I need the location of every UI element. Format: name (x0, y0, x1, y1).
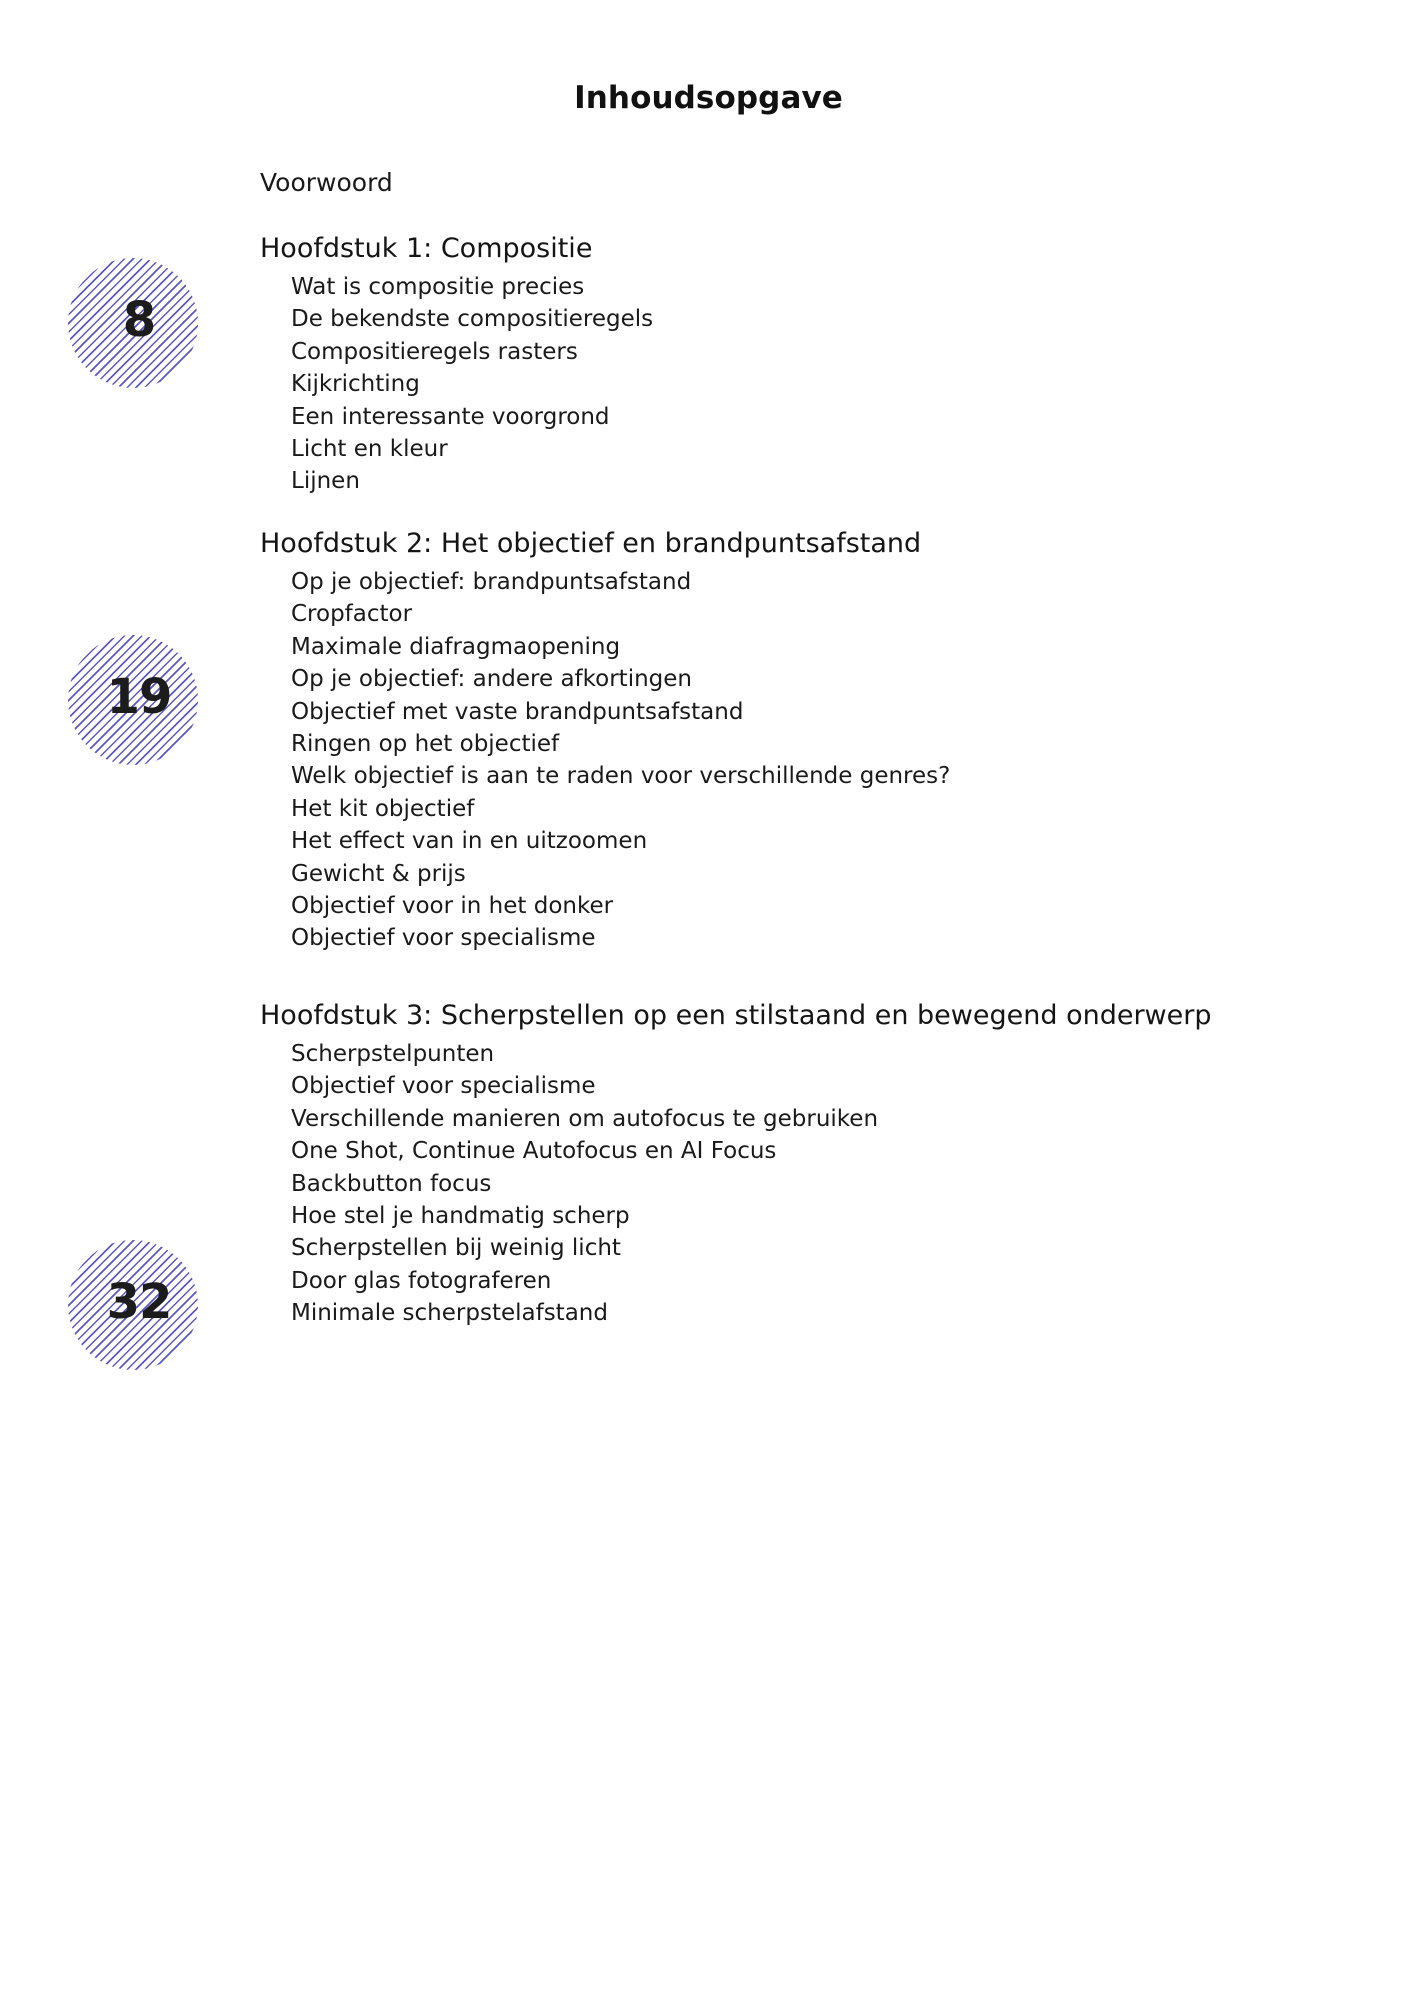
list-item[interactable]: Verschillende manieren om autofocus te gebruiken (291, 1105, 879, 1132)
chapter-item-list-2 (291, 566, 950, 955)
chapter-title-3[interactable]: Hoofdstuk 3: Scherpstellen op een stilstaand en bewegend onderwerp (260, 1000, 1212, 1031)
list-item[interactable]: Het effect van in en uitzoomen (291, 828, 648, 855)
page-title: Inhoudsopgave (574, 80, 843, 116)
toc-entry-voorwoord[interactable]: Voorwoord (260, 168, 393, 197)
page-number-badge-label-2: 19 (106, 669, 172, 725)
list-item[interactable]: Door glas fotograferen (291, 1267, 552, 1294)
list-item[interactable]: Op je objectief: andere afkortingen (291, 666, 692, 693)
list-item[interactable]: Kijkrichting (291, 371, 420, 398)
list-item[interactable]: Minimale scherpstelafstand (291, 1300, 608, 1327)
list-item[interactable]: Ringen op het objectief (291, 731, 560, 758)
page-number-badge-2 (68, 635, 198, 765)
list-item[interactable]: Gewicht & prijs (291, 860, 466, 887)
list-item[interactable]: Scherpstelpunten (291, 1041, 495, 1067)
page-number-badge-1 (68, 258, 198, 388)
page-number-badge-3 (68, 1240, 198, 1370)
list-item[interactable]: Scherpstellen bij weinig licht (291, 1235, 621, 1262)
list-item[interactable]: Licht en kleur (291, 436, 448, 463)
page-number-badge-label-1: 8 (122, 292, 156, 348)
list-item[interactable]: Objectief voor specialisme (291, 925, 596, 952)
list-item[interactable]: Op je objectief: brandpuntsafstand (291, 569, 692, 595)
list-item[interactable]: Objectief voor in het donker (291, 893, 614, 920)
chapter-item-list-1 (291, 271, 653, 498)
list-item[interactable]: Lijnen (291, 468, 360, 495)
list-item[interactable]: Objectief met vaste brandpuntsafstand (291, 698, 744, 725)
chapter-title-1[interactable]: Hoofdstuk 1: Compositie (260, 233, 593, 264)
list-item[interactable]: Welk objectief is aan te raden voor verschillende genres? (291, 763, 951, 790)
list-item[interactable]: Een interessante voorgrond (291, 403, 610, 430)
list-item[interactable]: Objectief voor specialisme (291, 1073, 596, 1100)
list-item[interactable]: Compositieregels rasters (291, 338, 578, 365)
list-item[interactable]: Het kit objectief (291, 795, 475, 822)
list-item[interactable]: Maximale diafragmaopening (291, 633, 621, 660)
chapter-item-list-3 (291, 1038, 878, 1330)
list-item[interactable]: Cropfactor (291, 601, 413, 628)
list-item[interactable]: Hoe stel je handmatig scherp (291, 1203, 630, 1230)
page-number-badge-label-3: 32 (106, 1274, 172, 1330)
list-item[interactable]: De bekendste compositieregels (291, 306, 654, 333)
list-item[interactable]: Wat is compositie precies (291, 274, 585, 300)
chapter-title-2[interactable]: Hoofdstuk 2: Het objectief en brandpuntsafstand (260, 528, 922, 559)
list-item[interactable]: Backbutton focus (291, 1170, 492, 1197)
list-item[interactable]: One Shot, Continue Autofocus en AI Focus (291, 1138, 777, 1165)
